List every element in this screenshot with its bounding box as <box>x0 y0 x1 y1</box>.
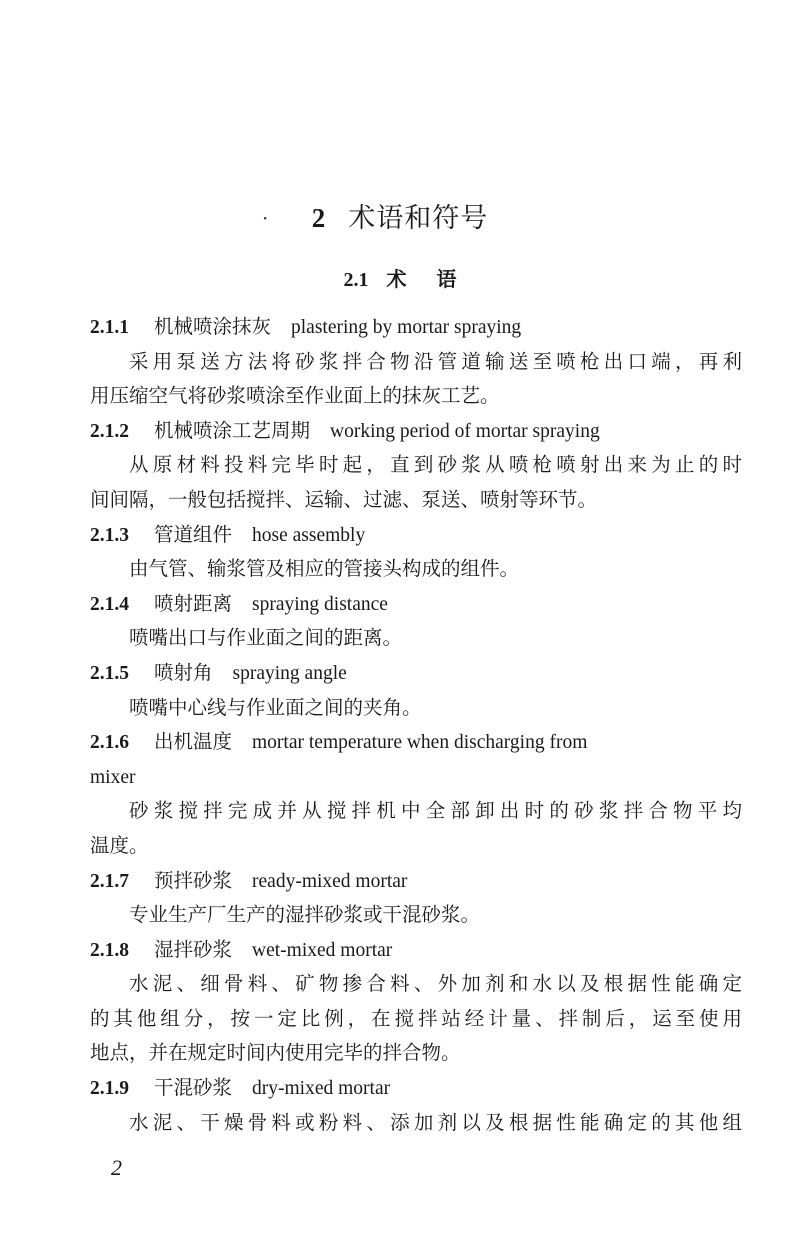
term-number: 2.1.2 <box>90 420 129 442</box>
section-title <box>0 263 800 292</box>
term-heading <box>90 518 742 553</box>
term-definition: 采用泵送方法将砂浆拌合物沿管道输送至喷枪出口端，再利 <box>129 349 742 373</box>
term-number: 2.1.7 <box>90 870 129 892</box>
term-heading-continuation <box>90 760 742 795</box>
term-en: dry-mixed mortar <box>252 1078 391 1100</box>
term-number: 2.1.3 <box>90 524 129 546</box>
section-title-part1: 术 <box>386 267 407 291</box>
term-en: hose assembly <box>252 524 366 546</box>
term-definition: 喷嘴出口与作业面之间的距离。 <box>129 626 403 650</box>
term-definition: 由气管、输浆管及相应的管接头构成的组件。 <box>129 557 520 581</box>
term-en: mortar temperature when discharging from <box>252 732 588 754</box>
term-en: spraying distance <box>252 593 388 615</box>
term-en: plastering by mortar spraying <box>291 317 522 338</box>
term-heading <box>90 725 742 760</box>
term-heading <box>90 656 742 691</box>
scan-dot: · <box>262 206 269 230</box>
term-zh: 喷射角 <box>154 660 213 684</box>
term-zh: 喷射距离 <box>154 591 233 615</box>
term-zh: 机械喷涂工艺周期 <box>154 418 311 442</box>
term-definition: 水泥、细骨料、矿物掺合料、外加剂和水以及根据性能确定 <box>129 972 742 996</box>
term-en: working period of mortar spraying <box>330 420 600 442</box>
term-en: ready-mixed mortar <box>252 870 408 892</box>
term-zh: 预拌砂浆 <box>154 868 233 892</box>
term-definition: 水泥、干燥骨料或粉料、添加剂以及根据性能确定的其他组 <box>129 1110 742 1134</box>
term-definition: 温度。 <box>90 833 149 857</box>
term-zh: 干混砂浆 <box>154 1076 233 1100</box>
term-en: mixer <box>90 766 136 788</box>
term-definition: 专业生产厂生产的湿拌砂浆或干混砂浆。 <box>129 903 481 927</box>
term-number: 2.1.1 <box>90 317 129 338</box>
term-definition: 的其他组分，按一定比例，在搅拌站经计量、拌制后，运至使用 <box>90 1006 742 1030</box>
term-zh: 出机温度 <box>154 730 233 754</box>
term-definition: 用压缩空气将砂浆喷涂至作业面上的抹灰工艺。 <box>90 384 500 408</box>
term-definition: 喷嘴中心线与作业面之间的夹角。 <box>129 695 422 719</box>
chapter-title-text: 术语和符号 <box>348 203 489 234</box>
term-number: 2.1.4 <box>90 593 129 615</box>
term-definition: 砂浆搅拌完成并从搅拌机中全部卸出时的砂浆拌合物平均 <box>129 799 742 823</box>
term-definition: 地点，并在规定时间内使用完毕的拌合物。 <box>90 1041 461 1065</box>
term-en: spraying angle <box>232 662 347 684</box>
term-zh: 管道组件 <box>154 522 233 546</box>
term-number: 2.1.9 <box>90 1078 129 1100</box>
term-number: 2.1.6 <box>90 732 129 754</box>
term-heading <box>90 310 742 345</box>
chapter-title <box>0 196 800 235</box>
terms-body <box>90 310 742 1140</box>
term-heading <box>90 1071 742 1106</box>
section-title-part2: 语 <box>436 267 457 291</box>
term-heading <box>90 414 742 449</box>
term-heading <box>90 864 742 899</box>
term-definition: 从原材料投料完毕时起，直到砂浆从喷枪喷射出来为止的时 <box>129 453 742 477</box>
term-definition: 间间隔，一般包括搅拌、运输、过滤、泵送、喷射等环节。 <box>90 487 598 511</box>
term-zh: 湿拌砂浆 <box>154 937 233 961</box>
chapter-number: 2 <box>311 203 327 233</box>
term-zh: 机械喷涂抹灰 <box>154 315 272 338</box>
term-number: 2.1.8 <box>90 939 129 961</box>
term-heading <box>90 587 742 622</box>
term-en: wet-mixed mortar <box>252 939 393 961</box>
term-heading <box>90 933 742 968</box>
term-number: 2.1.5 <box>90 662 129 684</box>
page-number: 2 <box>111 1155 122 1180</box>
section-number: 2.1 <box>343 269 369 291</box>
